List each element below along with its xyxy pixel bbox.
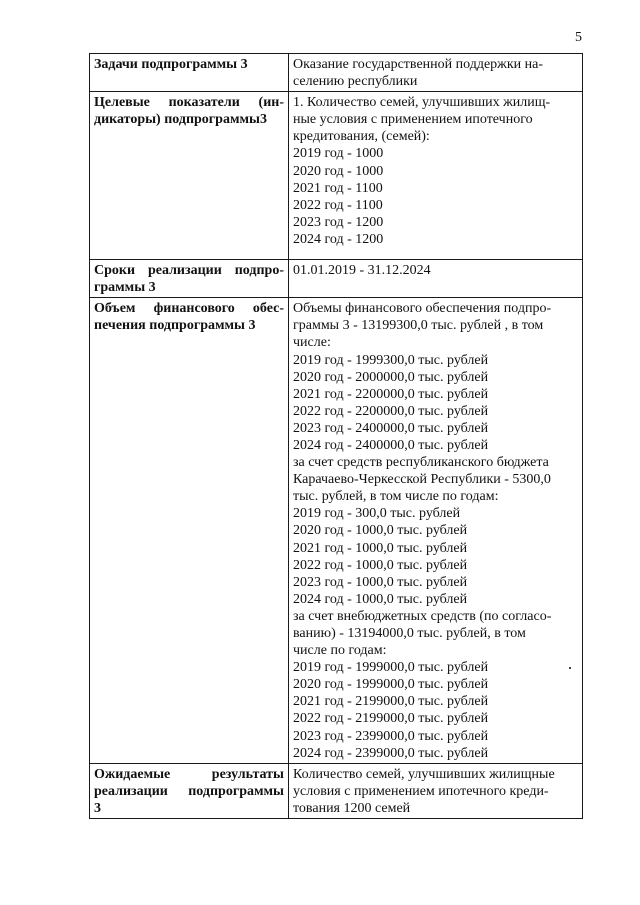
value-line: 2019 год - 1000 (293, 146, 384, 162)
value-line: 2020 год - 1000 (293, 163, 384, 179)
row-value (289, 298, 583, 764)
value-line: 2020 год - 1000,0 тыс. рублей (293, 523, 468, 539)
value-line: 2024 год - 2399000,0 тыс. рублей (293, 745, 489, 761)
value-line: кредитования, (семей): (293, 129, 430, 145)
row-value (289, 260, 583, 298)
value-line: Оказание государственной поддержки на- (293, 57, 544, 72)
scan-speck (569, 667, 571, 669)
label-line: граммы 3 (94, 280, 156, 296)
value-line: 2024 год - 2400000,0 тыс. рублей (293, 437, 489, 453)
table-row-indicators (90, 92, 583, 260)
label-line: 3 (94, 800, 101, 816)
value-line: тыс. рублей, в том числе по годам: (293, 489, 499, 505)
value-line: условия с применением ипотечного креди- (293, 783, 549, 799)
value-line: 1. Количество семей, улучшивших жилищ- (293, 95, 551, 111)
value-line: 2023 год - 2400000,0 тыс. рублей (293, 420, 489, 436)
value-line: 2021 год - 1000,0 тыс. рублей (293, 540, 468, 556)
label-line: реализации подпрограммы (94, 783, 284, 799)
value-line: Объемы финансового обеспечения подпро- (293, 301, 552, 317)
label-line: Объем финансового обес- (94, 301, 284, 317)
value-line: 2022 год - 1100 (293, 197, 383, 213)
value-line: 2019 год - 1999000,0 тыс. рублей (293, 660, 489, 676)
value-line: 2023 год - 1000,0 тыс. рублей (293, 574, 468, 590)
label-line: дикаторы) подпрограммы3 (94, 112, 267, 128)
value-line: 2020 год - 2000000,0 тыс. рублей (293, 369, 489, 385)
value-line: 2021 год - 2200000,0 тыс. рублей (293, 386, 489, 402)
value-line: 2020 год - 1999000,0 тыс. рублей (293, 677, 489, 693)
value-line: 2024 год - 1000,0 тыс. рублей (293, 591, 468, 607)
row-label (90, 92, 289, 260)
page-number: 5 (575, 30, 582, 45)
label-line: Сроки реализации подпро- (94, 263, 284, 279)
value-line: 2022 год - 2199000,0 тыс. рублей (293, 711, 489, 727)
row-label (90, 763, 289, 818)
value-line: за счет внебюджетных средств (по согласо- (293, 608, 552, 624)
value-line: селению республики (293, 74, 418, 90)
label-line: Задачи подпрограммы 3 (94, 57, 248, 72)
value-line: граммы 3 - 13199300,0 тыс. рублей , в том (293, 318, 544, 334)
value-line: 2019 год - 1999300,0 тыс. рублей (293, 352, 489, 368)
value-line: за счет средств республиканского бюджета (293, 455, 549, 471)
row-label (90, 54, 289, 92)
value-line: 2021 год - 1100 (293, 180, 383, 196)
label-line: Целевые показатели (ин- (94, 95, 284, 111)
label-line: Ожидаемые результаты (94, 766, 284, 782)
value-line: Количество семей, улучшивших жилищные (293, 766, 555, 782)
value-line: 2024 год - 1200 (293, 231, 384, 247)
subprogram-passport-table (89, 53, 583, 819)
table-row-tasks (90, 54, 583, 92)
row-value (289, 763, 583, 818)
value-line: 01.01.2019 - 31.12.2024 (293, 263, 431, 279)
table-row-timeline (90, 260, 583, 298)
value-line: 2023 год - 1200 (293, 214, 384, 230)
value-line: 2019 год - 300,0 тыс. рублей (293, 506, 461, 522)
value-line: тования 1200 семей (293, 800, 411, 816)
row-value (289, 54, 583, 92)
value-line: числе: (293, 335, 331, 351)
value-line: 2023 год - 2399000,0 тыс. рублей (293, 728, 489, 744)
table-row-funding (90, 298, 583, 764)
value-line: ные условия с применением ипотечного (293, 112, 533, 128)
value-line: 2022 год - 2200000,0 тыс. рублей (293, 403, 489, 419)
row-value (289, 92, 583, 260)
value-line: 2022 год - 1000,0 тыс. рублей (293, 557, 468, 573)
value-line: ванию) - 13194000,0 тыс. рублей, в том (293, 626, 526, 641)
table-row-expected-results (90, 763, 583, 818)
value-line: 2021 год - 2199000,0 тыс. рублей (293, 694, 489, 710)
value-line: числе по годам: (293, 643, 387, 659)
row-label (90, 298, 289, 764)
row-label (90, 260, 289, 298)
label-line: печения подпрограммы 3 (94, 318, 256, 334)
value-line: Карачаево-Черкесской Республики - 5300,0 (293, 472, 551, 488)
